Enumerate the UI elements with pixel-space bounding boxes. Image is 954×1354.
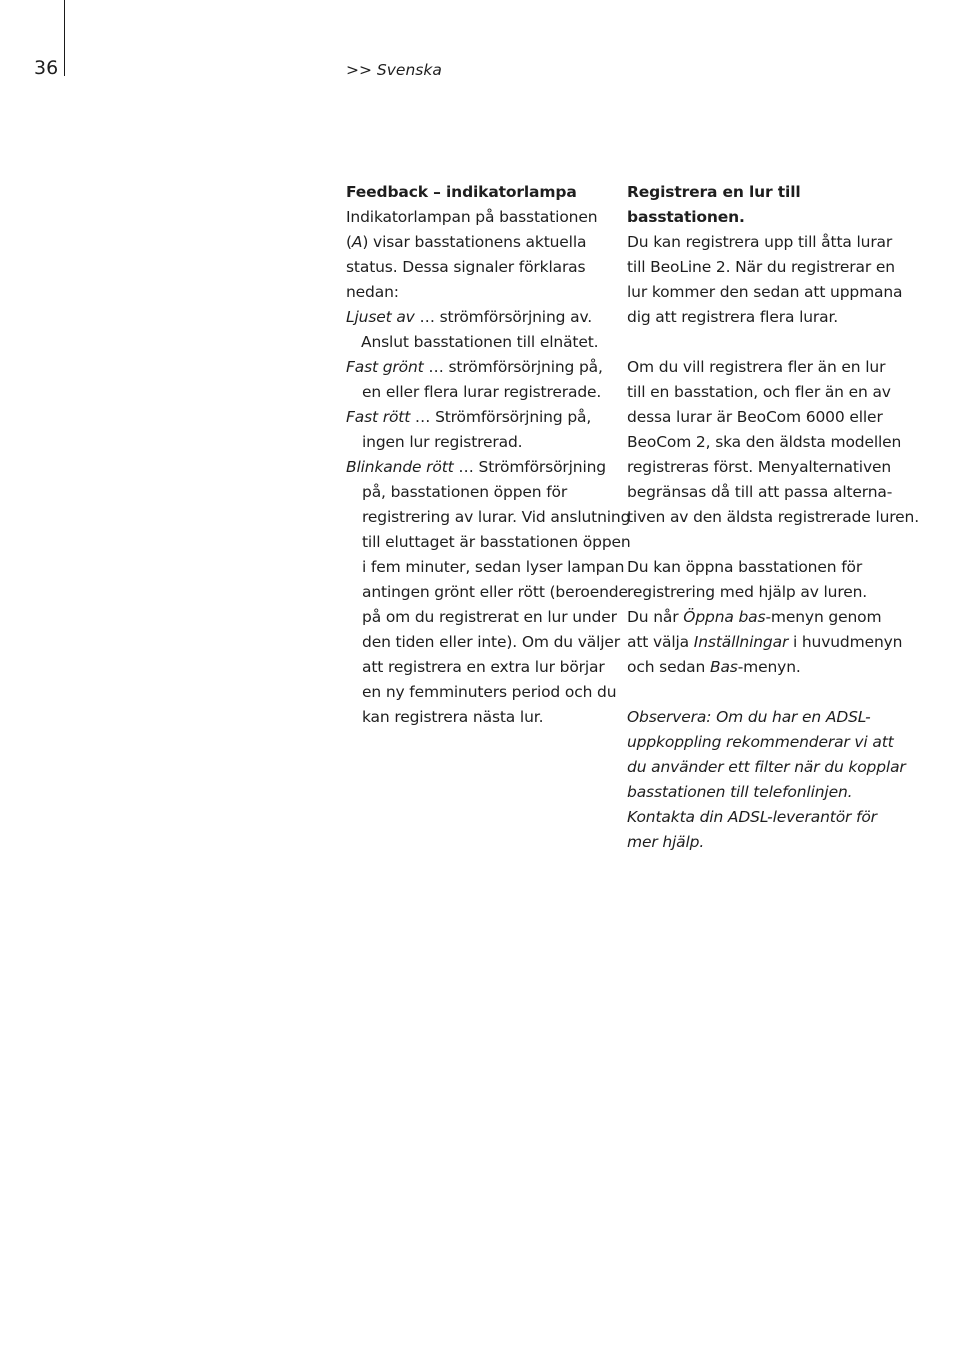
signal-line: den tiden eller inte). Om du väljer [362, 633, 621, 651]
paragraph-gap [627, 330, 912, 355]
signal-line: ingen lur registrerad. [362, 433, 523, 451]
signal-line [346, 405, 626, 430]
feedback-intro [346, 205, 626, 305]
signal-term: Fast rött [346, 408, 411, 426]
note-line: du använder ett filter när du kopplar [627, 758, 906, 776]
intro-line: nedan: [346, 283, 399, 301]
body-line: BeoCom 2, ska den äldsta modellen [627, 433, 902, 451]
section-language: Svenska [376, 61, 442, 79]
signal-sep: … [410, 408, 436, 426]
menu-name: Inställningar [693, 633, 789, 651]
intro-line [346, 230, 626, 255]
signal-sep: … [453, 458, 479, 476]
body-text: -menyn genom [765, 608, 882, 626]
body-line: registreras först. Menyalternativen [627, 458, 892, 476]
body-line [627, 630, 912, 655]
signal-desc: Strömförsörjning [478, 458, 606, 476]
signal-line: en eller flera lurar registrerade. [362, 383, 602, 401]
body-line [627, 605, 912, 630]
body-line: lur kommer den sedan att uppmana [627, 283, 903, 301]
left-column [346, 180, 631, 730]
signal-line: Anslut basstationen till elnätet. [361, 333, 599, 351]
body-line: till BeoLine 2. När du registrerar en [627, 258, 895, 276]
body-text: att välja [627, 633, 694, 651]
body-line: Du kan öppna basstationen för [627, 558, 863, 576]
register-paragraph-2 [627, 355, 919, 530]
register-paragraph-1 [627, 230, 912, 330]
indicator-label: A [351, 233, 363, 251]
heading-line: basstationen. [627, 208, 745, 226]
body-line: begränsas då till att passa alterna- [627, 483, 893, 501]
note-line: Kontakta din ADSL-leverantör för [627, 808, 877, 826]
body-line: till en basstation, och fler än en av [627, 383, 891, 401]
signal-term: Fast grönt [346, 358, 424, 376]
signal-line: en ny femminuters period och du [362, 683, 617, 701]
adsl-note [627, 705, 912, 855]
signal-line: registrering av lurar. Vid anslutning [362, 508, 631, 526]
signal-desc: Strömförsörjning på, [435, 408, 592, 426]
register-heading [627, 180, 912, 230]
note-line: basstationen till telefonlinjen. [627, 783, 853, 801]
signal-desc: strömförsörjning av. [439, 308, 593, 326]
signal-line: i fem minuter, sedan lyser lampan [362, 558, 625, 576]
heading-line: Registrera en lur till [627, 183, 801, 201]
right-column [627, 180, 919, 855]
body-text: -menyn. [737, 658, 801, 676]
body-line: Du kan registrera upp till åtta lurar [627, 233, 893, 251]
signal-term: Ljuset av [346, 308, 415, 326]
page-number: 36 [34, 57, 59, 79]
signal-line: på om du registrerat en lur under [362, 608, 617, 626]
signal-line: på, basstationen öppen för [362, 483, 568, 501]
signal-sep: … [423, 358, 449, 376]
body-text: Du når [627, 608, 684, 626]
signal-item [346, 405, 626, 455]
body-line [627, 655, 912, 680]
intro-line: Indikatorlampan på basstationen [346, 208, 598, 226]
signal-item [346, 355, 626, 405]
body-text: och sedan [627, 658, 710, 676]
signal-item [346, 455, 631, 730]
signal-desc: strömförsörjning på, [448, 358, 603, 376]
section-header [346, 59, 442, 81]
signal-item [346, 305, 626, 355]
signal-line: kan registrera nästa lur. [362, 708, 544, 726]
body-line: Om du vill registrera fler än en lur [627, 358, 886, 376]
signal-line [346, 455, 626, 480]
menu-name: Bas [709, 658, 738, 676]
body-line: dig att registrera flera lurar. [627, 308, 839, 326]
intro-text: ) visar basstationens aktuella [362, 233, 587, 251]
signal-line [346, 305, 626, 330]
body-line: dessa lurar är BeoCom 6000 eller [627, 408, 883, 426]
menu-name: Öppna bas [683, 608, 766, 626]
note-line: Observera: Om du har en ADSL- [627, 708, 871, 726]
paragraph-gap [627, 680, 912, 705]
signal-line: att registrera en extra lur börjar [362, 658, 605, 676]
signal-line: antingen grönt eller rött (beroende [362, 583, 628, 601]
signal-sep: … [414, 308, 440, 326]
intro-line: status. Dessa signaler förklaras [346, 258, 586, 276]
note-line: mer hjälp. [627, 833, 705, 851]
body-line: registrering med hjälp av luren. [627, 583, 868, 601]
margin-rule [64, 0, 65, 76]
body-line: tiven av den äldsta registrerade luren. [627, 508, 919, 526]
signal-line: till eluttaget är basstationen öppen [362, 533, 631, 551]
paragraph-gap [627, 530, 912, 555]
signal-term: Blinkande rött [346, 458, 454, 476]
intro-paren: ( [346, 233, 352, 251]
signal-line [346, 355, 626, 380]
register-paragraph-3 [627, 555, 912, 680]
note-line: uppkoppling rekommenderar vi att [627, 733, 894, 751]
section-arrows: >> [346, 61, 372, 79]
body-text: i huvudmenyn [788, 633, 903, 651]
feedback-heading: Feedback – indikatorlampa [346, 183, 577, 201]
